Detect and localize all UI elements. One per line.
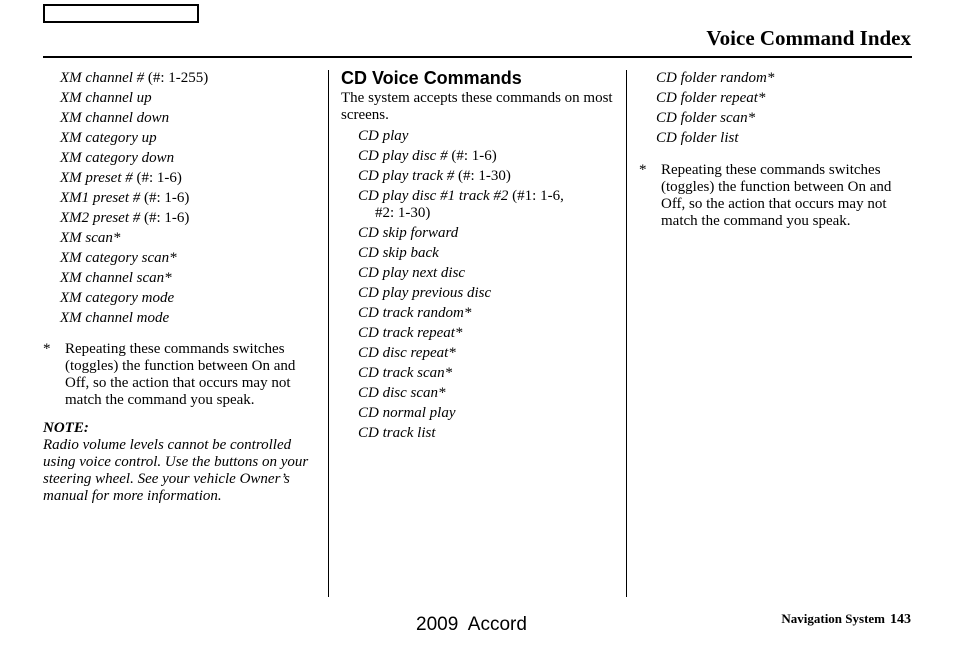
command-item: CD normal play <box>358 405 456 421</box>
xm-command-list <box>43 68 318 328</box>
command-item: XM channel up <box>60 90 152 106</box>
cd-folder-command-list <box>639 68 914 148</box>
header-tab-box <box>43 4 199 23</box>
footer-section: Navigation System <box>781 611 885 626</box>
command-item: XM scan* <box>60 230 121 246</box>
command-item: CD skip forward <box>358 225 459 241</box>
command-item: CD disc scan* <box>358 385 446 401</box>
footnote-marker: * <box>43 341 51 357</box>
note-label: NOTE: <box>43 420 89 436</box>
footer-page-info <box>781 611 911 628</box>
command-item: XM category down <box>60 150 175 166</box>
command-item: CD play previous disc <box>358 285 492 301</box>
footnote-marker: * <box>639 162 647 178</box>
page-number: 143 <box>890 612 911 627</box>
command-item: CD play disc #1 track #2 (#1: 1-6, #2: 1-30) <box>358 188 564 221</box>
section-heading: CD Voice Commands <box>341 68 522 88</box>
command-item: CD track random* <box>358 305 472 321</box>
command-item: XM channel mode <box>60 310 170 326</box>
column-cd-commands <box>341 68 616 443</box>
command-item: CD disc repeat* <box>358 345 456 361</box>
command-item: CD play next disc <box>358 265 466 281</box>
command-item: XM channel scan* <box>60 270 172 286</box>
command-item: CD folder list <box>656 130 739 146</box>
footer-model: 2009 Accord <box>416 614 527 635</box>
command-item: CD folder random* <box>656 70 775 86</box>
command-item: CD skip back <box>358 245 439 261</box>
command-item: CD track repeat* <box>358 325 463 341</box>
command-item: XM channel down <box>60 110 170 126</box>
command-item: XM category mode <box>60 290 175 306</box>
command-item: CD track scan* <box>358 365 453 381</box>
command-item: CD play disc # (#: 1-6) <box>358 148 497 164</box>
header-divider <box>43 56 912 58</box>
section-intro: The system accepts these commands on most screens. <box>341 90 613 123</box>
column-divider-right <box>626 70 627 597</box>
footnote-text: Repeating these commands switches (toggles) the function between On and Off, so the action that occurs may not match the command you speak. <box>661 162 892 229</box>
command-item: XM category scan* <box>60 250 177 266</box>
note-text: Radio volume levels cannot be controlled using voice control. Use the buttons on your steering wheel. See your vehicle Owner’s manual for more information. <box>43 437 309 504</box>
page-title: Voice Command Index <box>706 26 911 50</box>
footnote <box>43 341 318 409</box>
command-item: XM2 preset # (#: 1-6) <box>60 210 190 226</box>
column-xm-commands <box>43 68 318 505</box>
command-item: CD track list <box>358 425 436 441</box>
command-item: CD play <box>358 128 409 144</box>
cd-command-list <box>341 126 616 443</box>
column-divider-left <box>328 70 329 597</box>
command-item: XM preset # (#: 1-6) <box>60 170 182 186</box>
footnote <box>639 162 914 230</box>
command-item: CD play track # (#: 1-30) <box>358 168 511 184</box>
command-item: CD folder repeat* <box>656 90 766 106</box>
footnote-text: Repeating these commands switches (toggles) the function between On and Off, so the action that occurs may not match the command you speak. <box>65 341 296 408</box>
command-item: XM1 preset # (#: 1-6) <box>60 190 190 206</box>
command-item: XM channel # (#: 1-255) <box>60 70 209 86</box>
column-cd-folder-commands <box>639 68 914 230</box>
command-item: CD folder scan* <box>656 110 756 126</box>
command-item: XM category up <box>60 130 157 146</box>
